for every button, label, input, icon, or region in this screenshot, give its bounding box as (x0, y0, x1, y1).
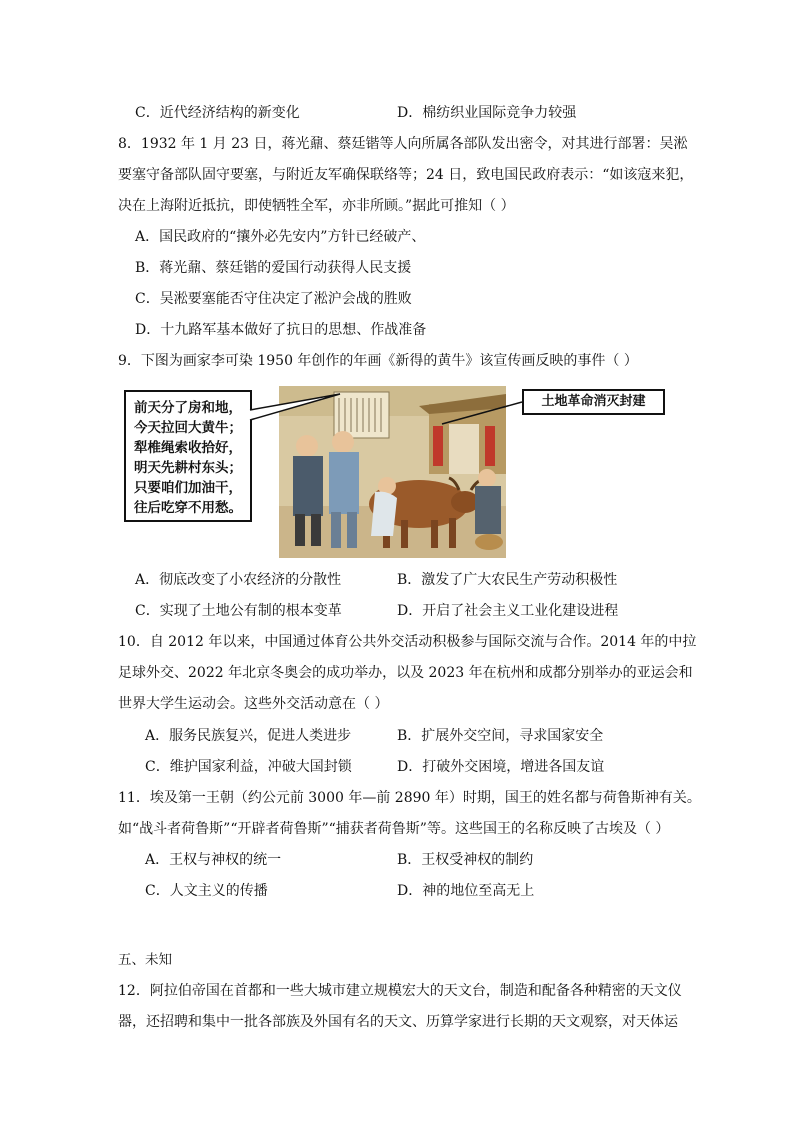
new-yellow-ox-painting (279, 386, 506, 558)
poem-line: 犁椎绳索收拾好， (134, 440, 242, 456)
q9-option-d: D．开启了社会主义工业化建设进程 (397, 603, 619, 619)
q10-option-a: A．服务民族复兴，促进人类进步 (145, 728, 352, 744)
q11-option-d: D．神的地位至高无上 (397, 883, 535, 899)
poem-line: 只要咱们加油干， (134, 480, 242, 496)
q8-option-c: C．吴淞要塞能否守住决定了淞沪会战的胜败 (135, 291, 412, 307)
q7-option-c: C．近代经济结构的新变化 (135, 105, 300, 121)
q8-option-b: B．蒋光鼐、蔡廷锴的爱国行动获得人民支援 (135, 260, 412, 276)
q8-stem-line1: 8．1932 年 1 月 23 日，蒋光鼐、蔡廷锴等人向所属各部队发出密令，对其进行部署：吴淞 (118, 136, 688, 152)
land-revolution-label-box: 土地革命消灭封建 (522, 389, 665, 415)
q11-option-b: B．王权受神权的制约 (397, 852, 534, 868)
q8-stem-line2: 要塞守备部队固守要塞，与附近友军确保联络等；24 日，致电国民政府表示：“如该寇来犯， (118, 167, 694, 183)
q8-stem-line3: 决在上海附近抵抗，即使牺牲全军，亦非所顾。”据此可推知（ ） (118, 198, 515, 214)
q8-option-a: A．国民政府的“攘外必先安内”方针已经破产、 (135, 229, 426, 245)
q9-stem-line1: 9．下图为画家李可染 1950 年创作的年画《新得的黄牛》该宣传画反映的事件（ ） (118, 353, 638, 369)
section-heading: 五、未知 (118, 952, 172, 968)
poem-line: 往后吃穿不用愁。 (134, 500, 242, 516)
q9-option-c: C．实现了土地公有制的根本变革 (135, 603, 342, 619)
q12-stem-line2: 器，还招聘和集中一批各部族及外国有名的天文、历算学家进行长期的天文观察，对天体运 (118, 1014, 678, 1030)
q10-option-d: D．打破外交困境，增进各国友谊 (397, 759, 605, 775)
q9-option-b: B．激发了广大农民生产劳动积极性 (397, 572, 618, 588)
q11-option-c: C．人文主义的传播 (145, 883, 268, 899)
q12-stem-line1: 12．阿拉伯帝国在首都和一些大城市建立规模宏大的天文台，制造和配备各种精密的天文仪 (118, 983, 682, 999)
q10-option-c: C．维护国家利益，冲破大国封锁 (145, 759, 352, 775)
poem-line: 今天拉回大黄牛； (134, 420, 242, 436)
q11-stem-line1: 11．埃及第一王朝（约公元前 3000 年—前 2890 年）时期，国王的姓名都与荷鲁斯神有关。 (118, 790, 701, 806)
q10-stem-line3: 世界大学生运动会。这些外交活动意在（ ） (118, 696, 389, 712)
q10-option-b: B．扩展外交空间，寻求国家安全 (397, 728, 604, 744)
q8-option-d: D．十九路军基本做好了抗日的思想、作战准备 (135, 322, 427, 338)
poem-line: 明天先耕村东头； (134, 460, 242, 476)
q11-option-a: A．王权与神权的统一 (145, 852, 282, 868)
q10-stem-line1: 10．自 2012 年以来，中国通过体育公共外交活动积极参与国际交流与合作。2014 年的中拉 (118, 634, 697, 650)
q11-stem-line2: 如“战斗者荷鲁斯”“开辟者荷鲁斯”“捕获者荷鲁斯”等。这些国王的名称反映了古埃及（ ） (118, 821, 670, 837)
q7-option-d: D．棉纺织业国际竞争力较强 (397, 105, 577, 121)
painting-illustration (279, 386, 506, 558)
q9-option-a: A．彻底改变了小农经济的分散性 (135, 572, 342, 588)
q9-figure (124, 386, 665, 558)
q10-stem-line2: 足球外交、2022 年北京冬奥会的成功举办，以及 2023 年在杭州和成都分别举办的亚运会和 (118, 665, 693, 681)
poem-line: 前天分了房和地， (134, 400, 242, 416)
poem-callout-box (124, 390, 252, 522)
